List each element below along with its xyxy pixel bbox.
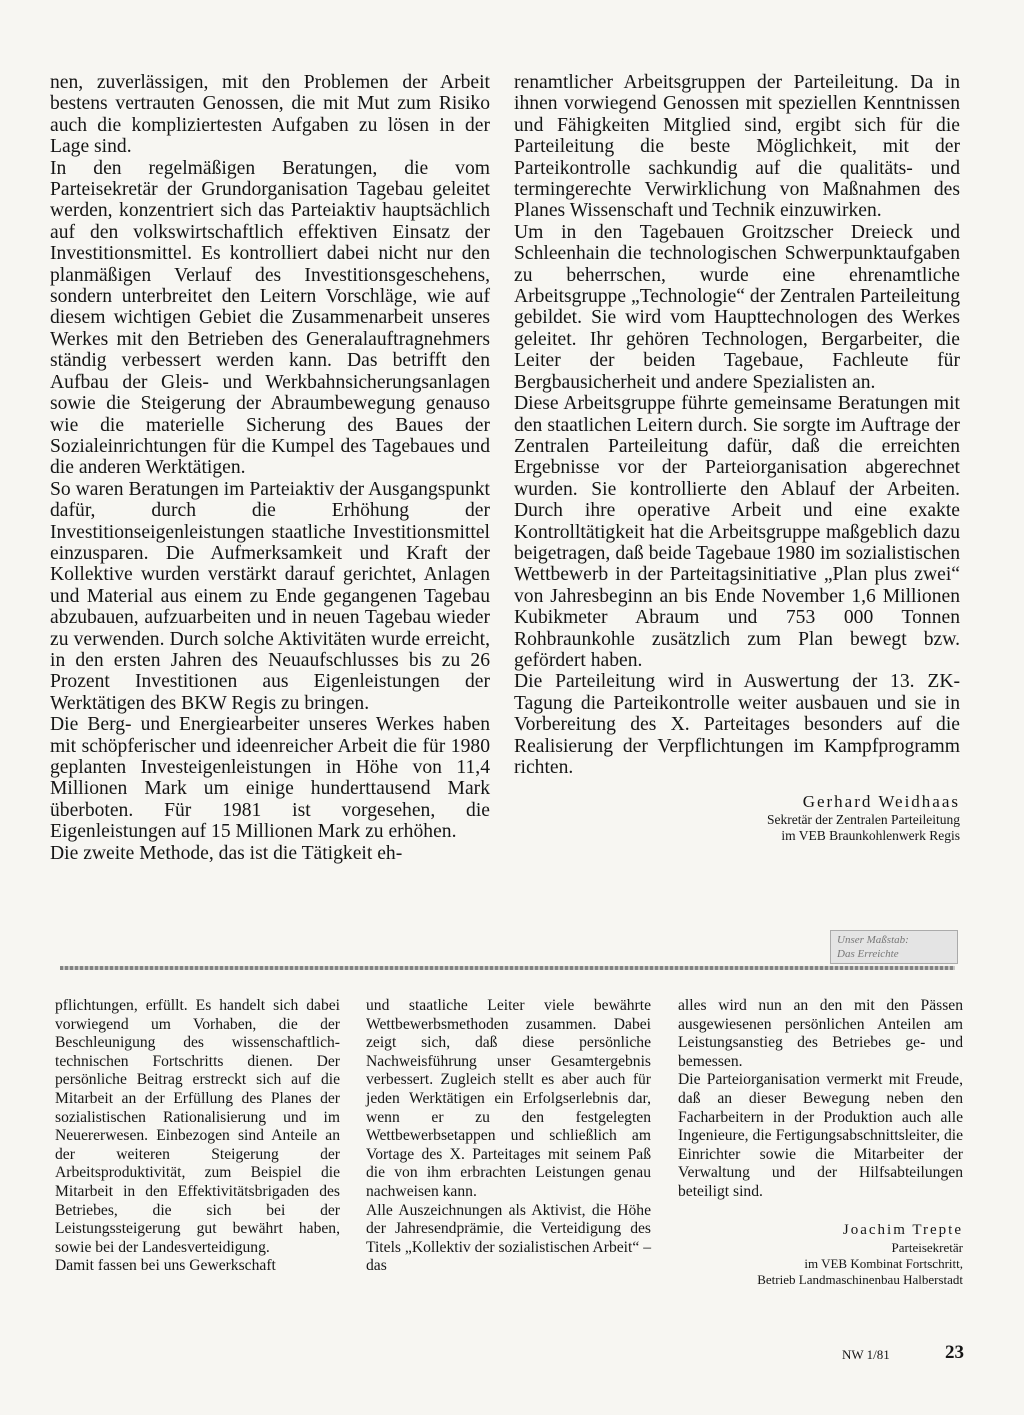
page-number: 23 [945,1342,964,1363]
paragraph: Die zweite Methode, das ist die Tätigkeit eh- [50,842,403,864]
paragraph: Diese Arbeitsgruppe führte gemeinsame Beratungen mit den staatlichen Leitern durch. Sie sorgte im Auftrage der Zentralen Parteileitung dafür, daß die erreichten Ergebnisse vor der Parteiorganisation abgerechnet wurden. Sie kontrollierte den Ablauf der Arbeiten. Durch ihre operative Arbeit und eine exakte Kontrolltätigkeit hat die Arbeitsgruppe maßgeblich dazu beigetragen, daß beide Tagebaue 1980 im sozialistischen Wettbewerb in der Parteitagsinitiative „Plan plus zwei“ von Jahresbeginn an bis Ende November 1,6 Millionen Kubikmeter Abraum und 753 000 Tonnen Rohbraunkohle zusätzlich zum Plan bewegt bzw. gefördert haben. [514,393,960,671]
article-column-top-right [514,72,960,844]
section-stamp [830,930,958,964]
paragraph: renamtlicher Arbeitsgruppen der Parteileitung. Da in ihnen vorwiegend Genossen mit speziellen Kenntnissen und Fähigkeiten Mitglied sind, ergibt sich für die Parteileitung die beste Möglichkeit, mit der Parteikontrolle sachkundig auf die qualitäts- und termingerechte Verwirklichung von Maßnahmen des Planes Wissenschaft und Technik einzuwirken. [514,72,960,222]
issue-reference: NW 1/81 [842,1347,890,1362]
paragraph: Die Berg- und Energiearbeiter unseres Werkes haben mit schöpferischer und ideenreicher Arbeit die für 1980 geplanten Investeigenleistungen in Höhe von 11,4 Millionen Mark um einige hunderttausend Mark überboten. Für 1981 ist vorgesehen, die Eigenleistungen auf 15 Millionen Mark zu erhöhen. [50,714,490,843]
paragraph: Damit fassen bei uns Gewerkschaft [55,1257,276,1275]
article-column-top-left [50,72,490,864]
author-role: Parteisekretär [891,1239,963,1255]
author-name: Gerhard Weidhaas [802,792,960,812]
author-role: Sekretär der Zentralen Parteileitung [766,812,960,828]
author-role: Betrieb Landmaschinenbau Halberstadt [757,1271,963,1287]
paragraph: alles wird nun an den mit den Pässen ausgewiesenen persönlichen Anteilen am Leistungsanstieg des Betriebes ge- und bemessen. [678,997,963,1070]
paragraph: und staatliche Leiter viele bewährte Wettbewerbsmethoden zusammen. Dabei zeigt sich, daß diese persönliche Nachweisführung unser Gesamtergebnis verbessert. Zugleich stellt es aber auch für jeden Werktätigen ein Erfolgserlebnis dar, wenn er zu den festgelegten Wettbewerbsetappen und schließlich am Vortage des X. Parteitages mit seinem Paß die von ihm erbrachten Leistungen genau nachweisen kann. [366,997,651,1200]
author-signature [678,1220,963,1288]
stamp-line: Das Erreichte [837,948,899,960]
paragraph: nen, zuverlässigen, mit den Problemen der Arbeit bestens vertrauten Genossen, die mit Mut zum Risiko auch die kompliziertesten Aufgaben zu lösen in der Lage sind. [50,72,490,158]
article-column-bottom-1 [55,997,340,1276]
author-name: Joachim Trepte [842,1221,963,1238]
paragraph: Die Parteileitung wird in Auswertung der 13. ZK-Tagung die Parteikontrolle weiter ausbauen und sie in Vorbereitung des X. Parteitages besonders auf die Realisierung der Verpflichtungen im Kampfprogramm richten. [514,671,960,778]
paragraph: In den regelmäßigen Beratungen, die vom Parteisekretär der Grundorganisation Tagebau geleitet werden, konzentriert sich das Parteiaktiv hauptsächlich auf den volkswirtschaftlich effektiven Einsatz der Investitionsmittel. Es kontrolliert dabei nicht nur den planmäßigen Verlauf des Investitionsgeschehens, sondern unterbreitet den Leitern Vorschläge, wie auf diesem wichtigen Gebiet die Zusammenarbeit unseres Werkes mit den Betrieben des Generalauftragnehmers ständig verbessert werden kann. Das betrifft den Aufbau der Gleis- und Werkbahnsicherungsanlagen sowie die Steigerung der Abraumbewegung genauso wie die materielle Sicherung des Baues der Sozialeinrichtungen für die Kumpel des Tagebaues und die anderen Werktätigen. [50,157,490,479]
paragraph: Die Parteiorganisation vermerkt mit Freude, daß an dieser Bewegung neben den Facharbeitern in der Produktion auch alle Ingenieure, die Fertigungsabschnittsleiter, die Einrichter sowie die Mitarbeiter der Verwaltung und der Hilfsabteilungen beteiligt sind. [678,1071,963,1200]
author-role: im VEB Kombinat Fortschritt, [804,1255,963,1271]
section-divider [60,966,955,970]
paragraph: Um in den Tagebauen Groitzscher Dreieck und Schleenhain die technologischen Schwerpunktaufgaben zu beherrschen, wurde eine ehrenamtliche Arbeitsgruppe „Technologie“ der Zentralen Parteileitung gebildet. Sie wird vom Haupttechnologen des Werkes geleitet. Ihr gehören Technologen, Bergarbeiter, die Leiter der beiden Tagebaue, Fachleute für Bergbausicherheit und andere Spezialisten an. [514,221,960,393]
stamp-line: Unser Maßstab: [837,934,909,946]
paragraph: So waren Beratungen im Parteiaktiv der Ausgangspunkt dafür, durch die Erhöhung der Investitionseigenleistungen staatliche Investitionsmittel einzusparen. Die Aufmerksamkeit und Kraft der Kollektive wurden verstärkt darauf gerichtet, Anlagen und Material aus einem zu Ende gegangenen Tagebau abzubauen, aufzuarbeiten und in neuen Tagebau wieder zu verwenden. Durch solche Aktivitäten wurde erreicht, in den ersten Jahren des Neuaufschlusses bis zu 26 Prozent Investitionen aus Eigenleistungen der Werktätigen des BKW Regis zu bringen. [50,478,490,714]
article-column-bottom-2 [366,997,651,1276]
paragraph: Alle Auszeichnungen als Aktivist, die Höhe der Jahresendprämie, die Verteidigung des Titels „Kollektiv der sozialistischen Arbeit“ – das [366,1201,651,1275]
author-signature [514,792,960,844]
author-role: im VEB Braunkohlenwerk Regis [781,828,960,844]
paragraph: pflichtungen, erfüllt. Es handelt sich dabei vorwiegend um Vorhaben, die der Beschleunigung des wissenschaftlich-technischen Fortschritts dienen. Der persönliche Beitrag erstreckt sich auf die Mitarbeit an der Erfüllung des Planes der sozialistischen Rationalisierung und im Neuererwesen. Einbezogen sind Anteile an der weiteren Steigerung der Arbeitsproduktivität, zum Beispiel die Mitarbeit in den Effektivitätsbrigaden des Betriebes, die sich bei der Leistungssteigerung gut bewährt haben, sowie bei der Landesverteidigung. [55,997,340,1256]
article-column-bottom-3 [678,997,963,1288]
